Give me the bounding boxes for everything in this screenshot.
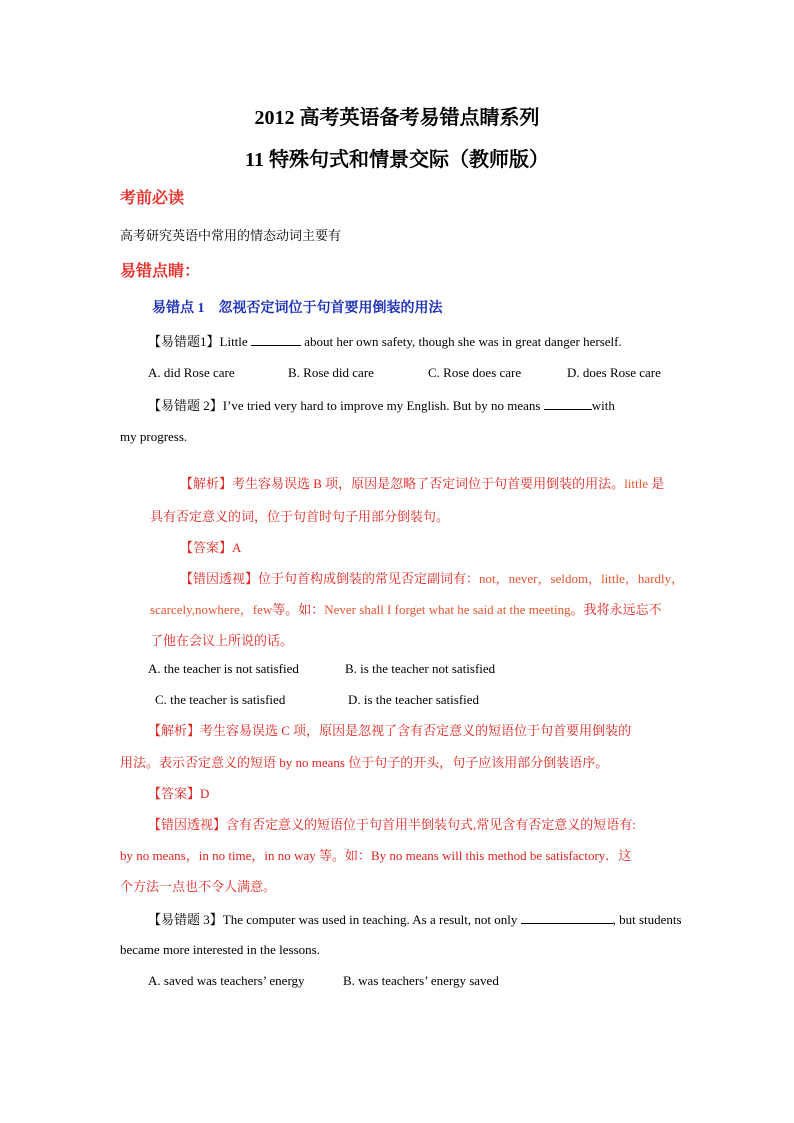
question-text-before: Little — [219, 334, 248, 349]
analysis-text-end: 是 — [651, 476, 665, 491]
question-text-before: The computer was used in teaching. As a result, not only — [222, 912, 518, 927]
question-3 — [148, 910, 682, 929]
cause-1-line3: 了他在会议上所说的话。 — [150, 633, 294, 648]
answer-tag: 【答案】 — [180, 540, 233, 555]
cause-2-line1 — [148, 816, 636, 834]
question-1-option-d: D. does Rose care — [567, 365, 661, 380]
question-1-option-c: C. Rose does care — [428, 365, 522, 380]
section-heading-error-points: 易错点睛： — [120, 263, 201, 280]
question-tag: 【易错题1】 — [148, 334, 220, 349]
analysis-keyword: little — [624, 476, 649, 491]
cause-words: not，never，seldom，little，hardly， — [479, 571, 685, 586]
question-3-continuation: became more interested in the lessons. — [120, 942, 320, 957]
answer-1 — [180, 539, 241, 557]
cause-text: 含有否定意义的短语位于句首用半倒装句式,常见含有否定意义的短语有: — [226, 817, 636, 832]
cause-1-line1 — [180, 570, 684, 588]
question-text-after: about her own safety, though she was in great danger herself. — [304, 334, 622, 349]
question-3-option-b: B. was teachers’ energy saved — [343, 973, 499, 988]
cause-tag: 【错因透视】 — [180, 571, 259, 586]
question-1 — [148, 332, 622, 351]
analysis-tag: 【解析】 — [148, 723, 201, 738]
analysis-2-line1 — [148, 722, 631, 740]
answer-tag: 【答案】 — [148, 786, 201, 801]
analysis-1-line1 — [180, 475, 664, 493]
question-1-option-b: B. Rose did care — [288, 365, 374, 380]
question-2-option-d: D. is the teacher satisfied — [348, 692, 480, 707]
question-3-option-a: A. saved was teachers’ energy — [148, 973, 305, 988]
answer-value: A — [232, 540, 242, 555]
question-text-after: with — [591, 398, 615, 413]
question-text-before: I’ve tried very hard to improve my English. But by no means — [222, 398, 541, 413]
answer-blank — [544, 396, 592, 410]
question-2-option-c: C. the teacher is satisfied — [155, 692, 286, 707]
cause-example: Never shall I forget what he said at the meeting — [324, 602, 571, 617]
document-title-line2: 11 特殊句式和情景交际（教师版） — [245, 149, 549, 171]
analysis-tag: 【解析】 — [180, 476, 233, 491]
answer-2 — [148, 785, 209, 803]
cause-words: scarcely,nowhere，few — [150, 602, 273, 617]
question-tag: 【易错题 2】 — [148, 398, 223, 413]
analysis-text: 考生容易误选 B 项，原因是忽略了否定词位于句首要用倒装的用法。 — [232, 476, 625, 491]
intro-text: 高考研究英语中常用的情态动词主要有 — [120, 229, 342, 244]
document-title-line1: 2012 高考英语备考易错点睛系列 — [254, 107, 540, 129]
analysis-1-line2: 具有否定意义的词，位于句首时句子用部分倒装句。 — [150, 509, 450, 524]
answer-blank — [521, 910, 613, 924]
cause-1-line2 — [150, 601, 662, 619]
cause-2-line3: 个方法一点也不令人满意。 — [120, 879, 277, 894]
question-2-continuation: my progress. — [120, 429, 188, 444]
analysis-text: 考生容易误选 C 项，原因是忽视了含有否定意义的短语位于句首要用倒装的 — [200, 723, 632, 738]
answer-blank — [251, 332, 301, 346]
cause-tag: 【错因透视】 — [148, 817, 227, 832]
cause-text: 等。如： — [272, 602, 325, 617]
question-2 — [148, 396, 615, 415]
question-1-option-a: A. did Rose care — [148, 365, 235, 380]
error-point-1-label: 易错点 1 忽视否定词位于句首要用倒装的用法 — [152, 301, 443, 316]
question-2-option-b: B. is the teacher not satisfied — [345, 661, 496, 676]
answer-value: D — [200, 786, 210, 801]
question-2-option-a: A. the teacher is not satisfied — [148, 661, 299, 676]
cause-text: 位于句首构成倒装的常见否定副词有： — [258, 571, 480, 586]
analysis-2-line2: 用法。表示否定意义的短语 by no means 位于句子的开头，句子应该用部分倒装语序。 — [120, 755, 609, 770]
cause-2-line2: by no means，in no time，in no way 等。如：By no means will this method be satisfactory．这 — [120, 848, 632, 863]
question-text-after: , but students — [612, 912, 682, 927]
question-tag: 【易错题 3】 — [148, 912, 223, 927]
section-heading-must-read: 考前必读 — [120, 190, 185, 207]
cause-translation: 。我将永远忘不 — [570, 602, 662, 617]
